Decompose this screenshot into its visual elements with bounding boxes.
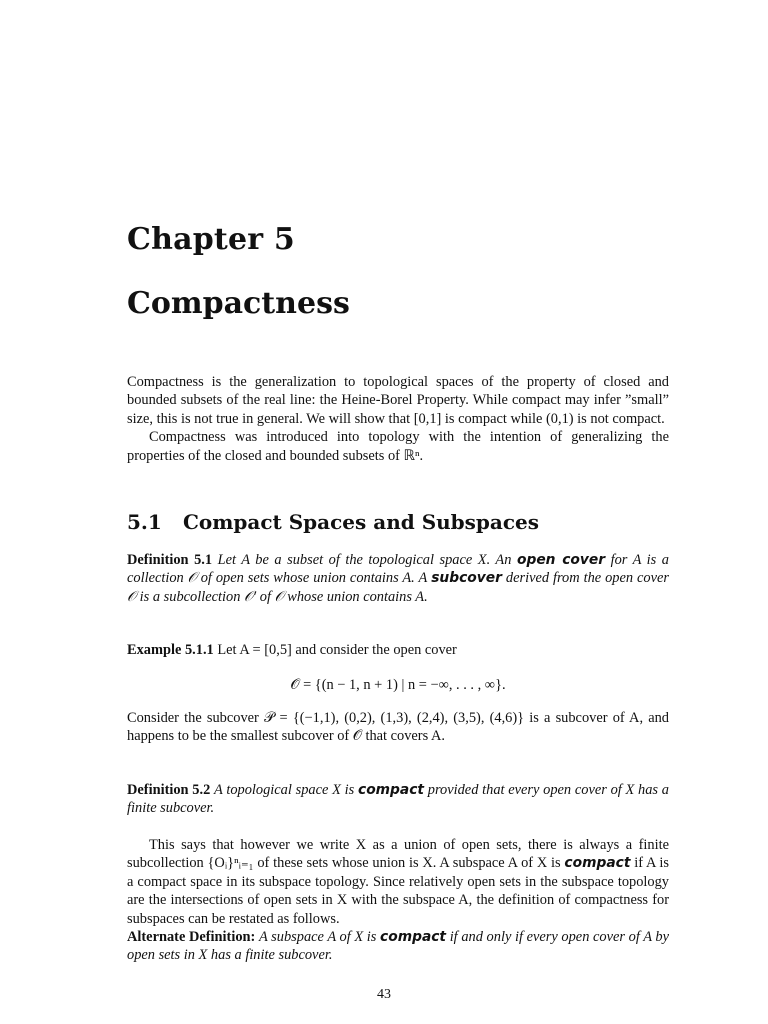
open-cover-equation: 𝒪 = {(n − 1, n + 1) | n = −∞, . . . , ∞}.: [290, 677, 506, 693]
definition-5-2-label: Definition 5.2: [127, 782, 211, 798]
explanation-text-2: if A is a compact space in its subspace topology. Since relatively open sets in the subspace topology are the intersections of open sets in X with the subspace A, the definition of compactness for subspaces can be restated as follows.: [127, 855, 669, 927]
section-number: 5.1: [127, 510, 162, 534]
alternate-definition-text-1: A subspace A of X is: [259, 929, 377, 946]
term-open-cover: open cover: [516, 552, 606, 568]
example-5-1-1: [127, 641, 669, 659]
intro-paragraph-2: Compactness was introduced into topology with the intention of generalizing the properties of the closed and bounded subsets of ℝⁿ.: [127, 429, 669, 464]
example-follow: [127, 709, 669, 746]
definition-5-2-text-1: A topological space X is: [214, 782, 355, 798]
example-label: Example 5.1.1: [127, 642, 214, 658]
definition-5-1-text-1: Let A be a subset of the topological space X. An: [217, 552, 512, 568]
term-compact-subspace: compact: [564, 855, 631, 872]
term-compact: compact: [358, 782, 425, 798]
term-subcover: subcover: [431, 570, 502, 587]
definition-5-2: [127, 781, 669, 818]
explanation-block: [127, 836, 669, 965]
definition-5-1-text-3: derived from the open cover 𝒪 is a subcollection 𝒪′ of 𝒪 whose union contains A.: [127, 570, 669, 605]
definition-5-1: [127, 551, 669, 606]
definition-5-1-text-2: for A is a collection 𝒪 of open sets whose union contains A. A: [127, 552, 669, 587]
page-number: 43: [377, 987, 391, 1002]
alternate-definition-text-2: if and only if every open cover of A by open sets in X has a finite subcover.: [127, 929, 669, 964]
term-compact-alt: compact: [380, 929, 447, 946]
intro-block: [127, 373, 669, 465]
definition-5-2-text-2: provided that every open cover of X has a finite subcover.: [127, 782, 669, 817]
section-title: Compact Spaces and Subspaces: [183, 510, 540, 534]
example-text: Let A = [0,5] and consider the open cover: [217, 642, 457, 658]
intro-paragraph-1: Compactness is the generalization to topological spaces of the property of closed and bounded subsets of the real line: the Heine-Borel Property. While compact may infer ”small” size, this is not true in general. We will show that [0,1] is compact while (0,1) is not compact.: [127, 374, 669, 427]
definition-5-1-label: Definition 5.1: [127, 552, 213, 568]
explanation-text-1: This says that however we write X as a union of open sets, there is always a finite subcollection {Oᵢ}ⁿᵢ₌₁ of these sets whose union is X. A subspace A of X is: [127, 837, 669, 872]
alternate-definition-label: Alternate Definition:: [127, 929, 256, 946]
section-heading: [127, 510, 539, 534]
chapter-title: Compactness: [127, 286, 350, 321]
chapter-number: Chapter 5: [127, 222, 295, 257]
subcover-sentence: Consider the subcover 𝒫 = {(−1,1), (0,2), (1,3), (2,4), (3,5), (4,6)} is a subcover of A, and happens to be the smallest subcover of 𝒪 that covers A.: [127, 710, 669, 745]
